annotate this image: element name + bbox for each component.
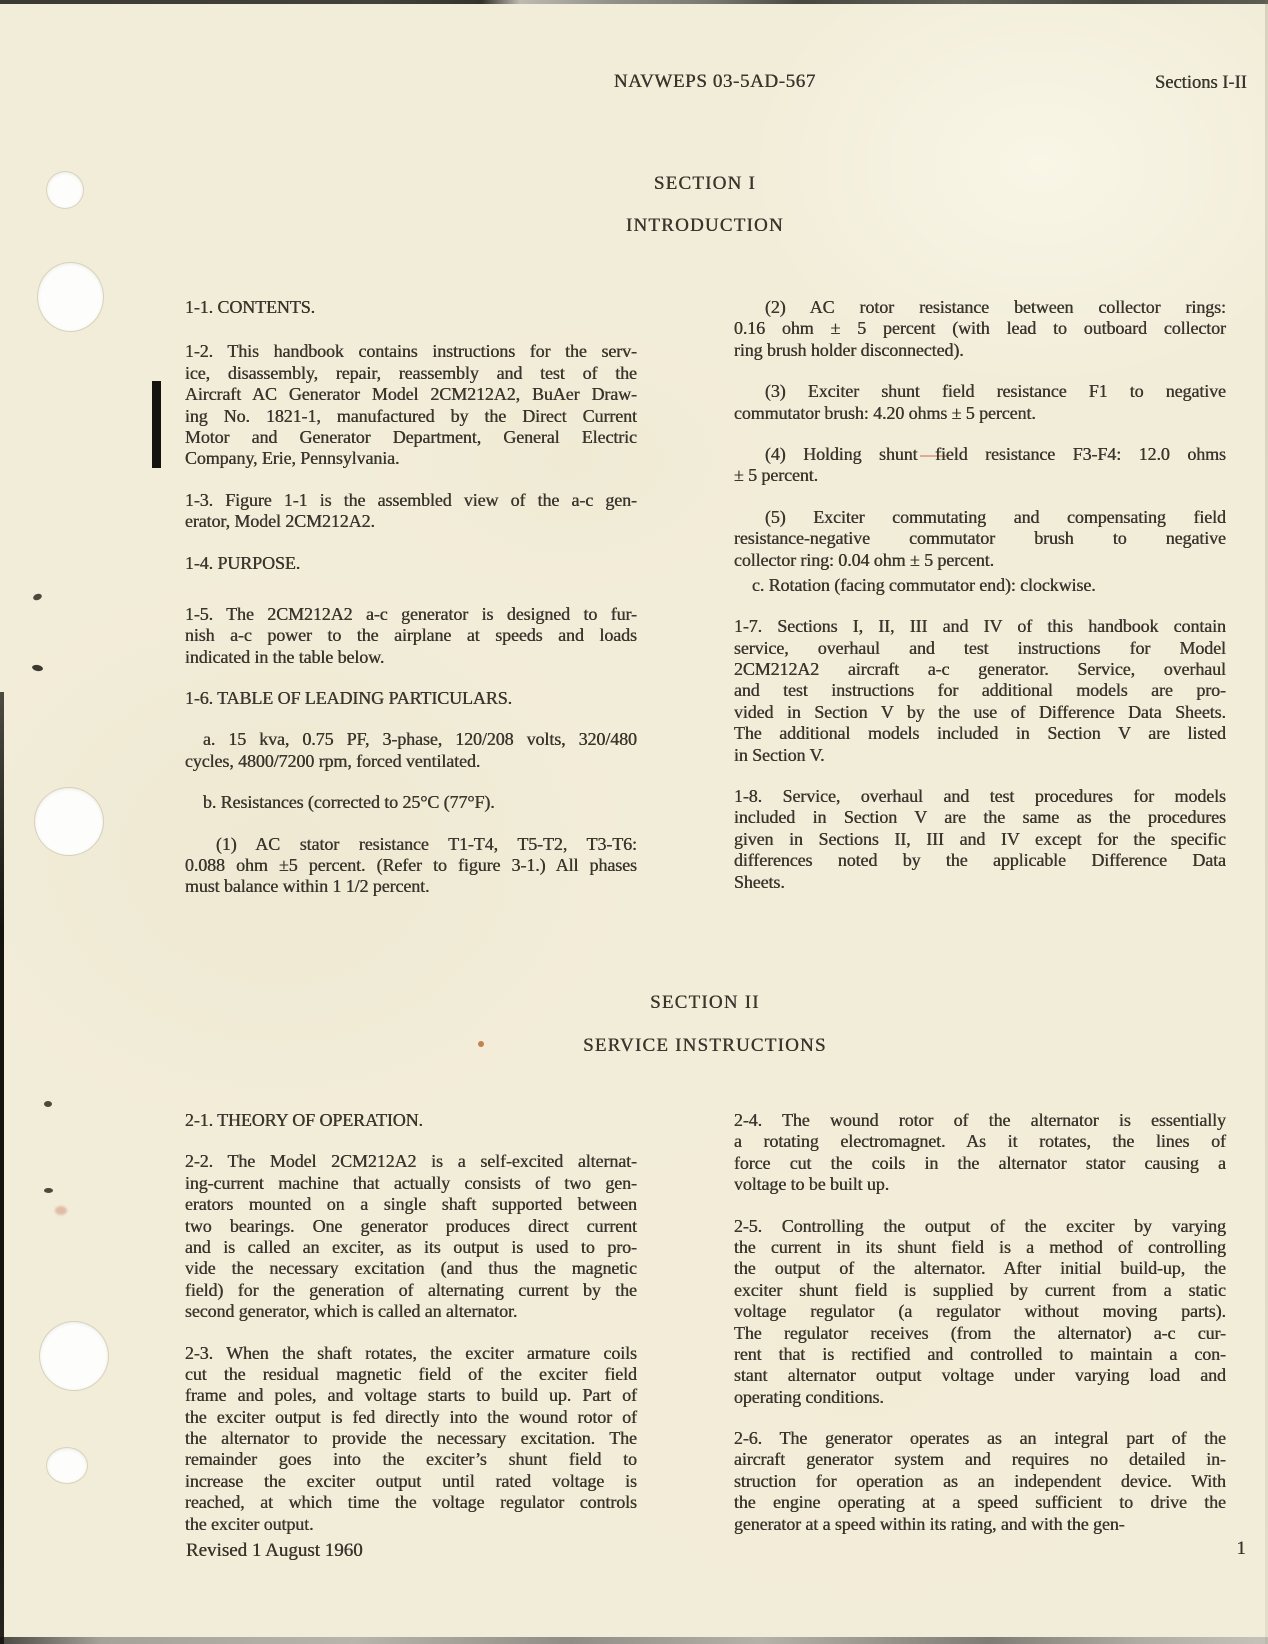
text-line: c. Rotation (facing commutator end): clockwise. — [752, 574, 1096, 595]
text-line: generator at a speed within its rating, and with the gen- — [734, 1513, 1125, 1534]
text-line: the alternator to provide the necessary excitation. The — [185, 1428, 637, 1449]
text-line: Company, Erie, Pennsylvania. — [185, 448, 400, 469]
text-line: 1-4. PURPOSE. — [185, 552, 301, 573]
section-1-right-column — [734, 297, 1226, 913]
text-line: 2CM212A2 aircraft a-c generator. Service, overhaul — [734, 659, 1226, 680]
text-line: a rotating electromagnet. As it rotates, the lines of — [734, 1131, 1226, 1152]
text-line: service, overhaul and test instructions for Model — [734, 637, 1226, 658]
para-1-6-b-5 — [734, 507, 1226, 571]
text-line: erators mounted on a single shaft supported between — [185, 1194, 637, 1215]
text-line: (2) AC rotor resistance between collector rings: — [765, 297, 1226, 317]
text-line: 2-3. When the shaft rotates, the exciter armature coils — [185, 1342, 637, 1363]
para-2-1 — [185, 1110, 637, 1131]
para-1-8 — [734, 786, 1226, 893]
text-line: ± 5 percent. — [734, 465, 819, 486]
text-line: The additional models included in Section V are listed — [734, 723, 1226, 744]
text-line: field) for the generation of alternating current by the — [185, 1279, 637, 1300]
punch-hole — [47, 1448, 87, 1483]
section-1-left-column — [185, 297, 637, 918]
section-1-subtitle: INTRODUCTION — [626, 215, 784, 236]
text-line: 1-5. The 2CM212A2 a-c generator is designed to fur- — [185, 603, 637, 624]
punch-hole — [47, 172, 83, 208]
text-line: differences noted by the applicable Difference Data — [734, 850, 1226, 871]
text-line: ring brush holder disconnected). — [734, 339, 964, 360]
para-1-7 — [734, 616, 1226, 766]
section-2-left-column — [185, 1110, 637, 1555]
header-doc-number: NAVWEPS 03-5AD-567 — [613, 71, 817, 92]
punch-hole — [38, 263, 103, 331]
text-line: 1-8. Service, overhaul and test procedures for models — [734, 786, 1226, 807]
text-line: 2-5. Controlling the output of the exciter by varying — [734, 1215, 1226, 1236]
text-line: collector ring: 0.04 ohm ± 5 percent. — [734, 549, 995, 570]
text-line: voltage to be built up. — [734, 1174, 890, 1195]
text-line: 2-4. The wound rotor of the alternator is essentially — [734, 1110, 1226, 1130]
para-1-4 — [185, 553, 637, 574]
text-line: erator, Model 2CM212A2. — [185, 511, 375, 532]
section-2-subtitle: SERVICE INSTRUCTIONS — [583, 1035, 827, 1056]
text-line: cycles, 4800/7200 rpm, forced ventilated. — [185, 750, 481, 771]
para-1-6-b-2 — [734, 297, 1226, 361]
para-1-2 — [185, 341, 637, 469]
header-sections-label: Sections I-II — [1155, 73, 1247, 93]
text-line: voltage regulator (a regulator without moving parts). — [734, 1301, 1226, 1322]
para-2-5 — [734, 1216, 1226, 1409]
para-1-6 — [185, 688, 637, 709]
para-1-1 — [185, 297, 637, 318]
text-line: 0.16 ohm ± 5 percent (with lead to outboard collector — [734, 318, 1226, 339]
text-line: the output of the alternator. After initial build-up, the — [734, 1258, 1226, 1279]
footer-revision-date: Revised 1 August 1960 — [186, 1540, 363, 1561]
text-line: force cut the coils in the alternator stator causing a — [734, 1152, 1226, 1173]
text-line: 2-2. The Model 2CM212A2 is a self-excited alternat- — [185, 1151, 637, 1172]
text-line: the exciter output is fed directly into the wound rotor of — [185, 1406, 637, 1427]
text-line: indicated in the table below. — [185, 646, 385, 667]
para-1-6-b-3 — [734, 381, 1226, 424]
text-line: (4) Holding shunt field resistance F3-F4: 12.0 ohms — [765, 443, 1226, 464]
text-line: 1-3. Figure 1-1 is the assembled view of the a-c gen- — [185, 489, 637, 510]
text-line: reached, at which time the voltage regulator controls — [185, 1492, 637, 1513]
ink-speck — [32, 664, 44, 672]
para-2-4 — [734, 1110, 1226, 1196]
para-1-6-a — [185, 729, 637, 772]
text-line: (5) Exciter commutating and compensating field — [765, 506, 1226, 527]
text-line: 2-6. The generator operates as an integral part of the — [734, 1428, 1226, 1449]
text-line: 1-6. TABLE OF LEADING PARTICULARS. — [185, 688, 513, 709]
para-1-6-b — [185, 792, 637, 813]
text-line: 1-1. CONTENTS. — [185, 297, 316, 317]
ink-speck — [44, 1188, 53, 1193]
para-1-6-c — [734, 575, 1226, 596]
scan-edge-top — [0, 0, 1268, 4]
scan-edge-bottom — [0, 1637, 1268, 1644]
text-line: exciter shunt field is supplied by current from a static — [734, 1279, 1226, 1300]
section-2-title: SECTION II — [650, 992, 760, 1013]
text-line: aircraft generator system and requires no detailed in- — [734, 1449, 1226, 1470]
text-line: ing-current machine that actually consists of two gen- — [185, 1172, 637, 1193]
text-line: Aircraft AC Generator Model 2CM212A2, BuAer Draw- — [185, 384, 637, 405]
punch-hole — [35, 788, 103, 855]
text-line: 0.088 ohm ±5 percent. (Refer to figure 3-1.) All phases — [185, 855, 637, 876]
text-line: the engine operating at a speed sufficient to drive the — [734, 1492, 1226, 1513]
para-2-3 — [185, 1343, 637, 1536]
punch-hole — [40, 1322, 108, 1390]
ink-speck — [32, 593, 43, 602]
text-line: The regulator receives (from the alternator) a-c cur- — [734, 1322, 1226, 1343]
text-line: stant alternator output voltage under varying load and — [734, 1365, 1226, 1386]
text-line: and test instructions for additional models are pro- — [734, 680, 1226, 701]
text-line: resistance-negative commutator brush to negative — [734, 528, 1226, 549]
text-line: (3) Exciter shunt field resistance F1 to negative — [765, 381, 1226, 402]
text-line: the current in its shunt field is a method of controlling — [734, 1236, 1226, 1257]
text-line: included in Section V are the same as the procedures — [734, 807, 1226, 828]
text-line: Sheets. — [734, 871, 785, 892]
text-line: commutator brush: 4.20 ohms ± 5 percent. — [734, 402, 1036, 423]
text-line: a. 15 kva, 0.75 PF, 3-phase, 120/208 volts, 320/480 — [203, 729, 637, 750]
page-number: 1 — [1236, 1538, 1246, 1559]
text-line: the exciter output. — [185, 1513, 314, 1534]
text-line: and is called an exciter, as its output is used to pro- — [185, 1236, 637, 1257]
text-line: operating conditions. — [734, 1386, 884, 1407]
text-line: b. Resistances (corrected to 25°C (77°F). — [203, 792, 495, 813]
text-line: in Section V. — [734, 744, 825, 765]
para-1-6-b-4 — [734, 444, 1226, 487]
text-line: must balance within 1 1/2 percent. — [185, 876, 430, 897]
ink-speck — [44, 1101, 52, 1107]
text-line: 1-7. Sections I, II, III and IV of this handbook contain — [734, 616, 1226, 637]
text-line: ice, disassembly, repair, reassembly and test of the — [185, 362, 637, 383]
text-line: ing No. 1821-1, manufactured by the Direct Current — [185, 405, 637, 426]
text-line: second generator, which is called an alternator. — [185, 1301, 518, 1322]
paper-smudge — [55, 1206, 67, 1215]
scan-edge-left — [0, 692, 4, 1644]
text-line: increase the exciter output until rated voltage is — [185, 1470, 637, 1491]
text-line: vide the necessary excitation (and thus the magnetic — [185, 1258, 637, 1279]
text-line: (1) AC stator resistance T1-T4, T5-T2, T3-T6: — [216, 833, 637, 854]
text-line: Motor and Generator Department, General Electric — [185, 426, 637, 447]
section-2-right-column — [734, 1110, 1226, 1555]
para-2-2 — [185, 1151, 637, 1322]
text-line: vided in Section V by the use of Difference Data Sheets. — [734, 701, 1226, 722]
text-line: cut the residual magnetic field of the exciter field — [185, 1363, 637, 1384]
text-line: two bearings. One generator produces direct current — [185, 1215, 637, 1236]
para-1-3 — [185, 490, 637, 533]
para-1-5 — [185, 604, 637, 668]
para-2-6 — [734, 1428, 1226, 1535]
text-line: 1-2. This handbook contains instructions for the serv- — [185, 341, 637, 362]
revision-change-bar — [152, 381, 161, 468]
text-line: 2-1. THEORY OF OPERATION. — [185, 1110, 424, 1130]
text-line: nish a-c power to the airplane at speeds and loads — [185, 625, 637, 646]
text-line: struction for operation as an independent device. With — [734, 1470, 1226, 1491]
text-line: rent that is rectified and controlled to maintain a con- — [734, 1343, 1226, 1364]
section-1-title: SECTION I — [653, 173, 757, 194]
text-line: given in Sections II, III and IV except for the specific — [734, 828, 1226, 849]
text-line: frame and poles, and voltage starts to build up. Part of — [185, 1385, 637, 1406]
text-line: remainder goes into the exciter’s shunt field to — [185, 1449, 637, 1470]
para-1-6-b-1 — [185, 834, 637, 898]
